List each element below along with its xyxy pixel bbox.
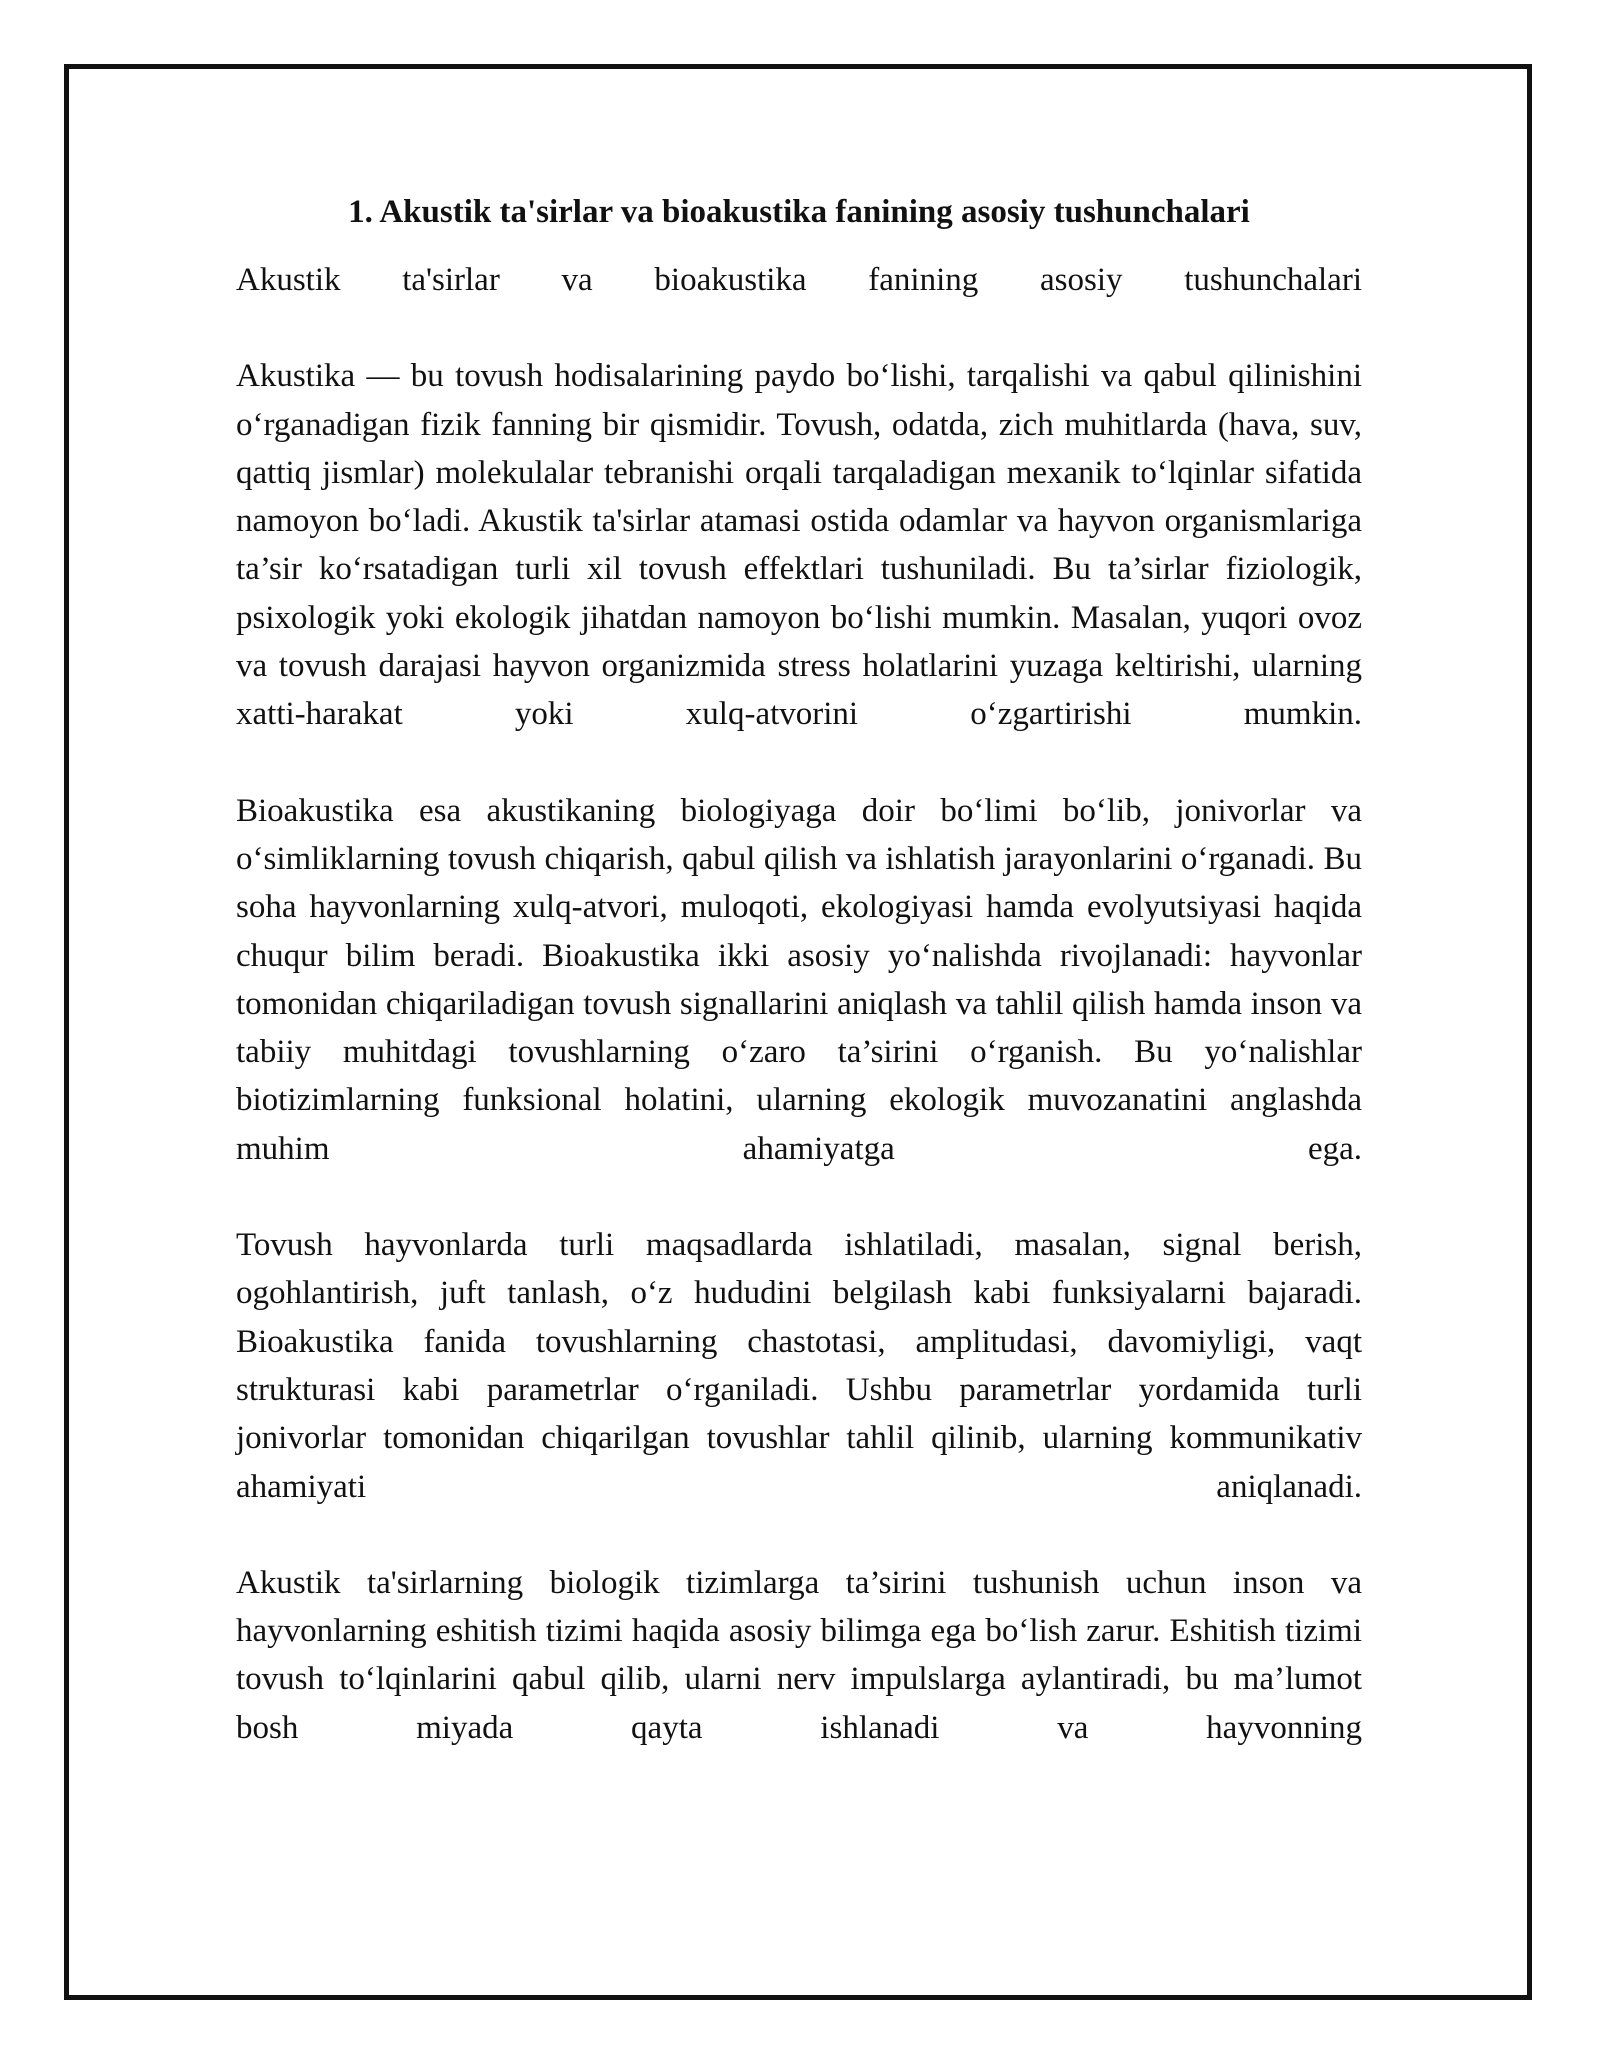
paragraph-acoustics: Akustika — bu tovush hodisalarining paydo bo‘lishi, tarqalishi va qabul qilinishini o‘rganadigan fizik fanning bir qismidir. Tovush, odatda, zich muhitlarda (hava, suv, qattiq jismlar) molekulalar tebranishi orqali tarqaladigan mexanik to‘lqinlar sifatida namoyon bo‘ladi. Akustik ta'sirlar atamasi ostida odamlar va hayvon organismlariga ta’sir ko‘rsatadigan turli xil tovush effektlari tushuniladi. Bu ta’sirlar fiziologik, psixologik yoki ekologik jihatdan namoyon bo‘lishi mumkin. Masalan, yuqori ovoz va tovush darajasi hayvon organizmida stress holatlarini yuzaga keltirishi, ularning xatti-harakat yoki xulq-atvorini o‘zgartirishi mumkin. [236, 358, 1362, 733]
paragraph-hearing-system: Akustik ta'sirlarning biologik tizimlarga ta’sirini tushunish uchun inson va hayvonlarning eshitish tizimi haqida asosiy bilimga ega bo‘lish zarur. Eshitish tizimi tovush to‘lqinlarini qabul qilib, ularni nerv impulslarga aylantiradi, bu ma’lumot bosh miyada qayta ishlanadi va hayvonning [236, 1564, 1362, 1746]
section-subtitle: Akustik ta'sirlar va bioakustika fanining asosiy tushunchalari [236, 262, 1362, 298]
document-body [236, 180, 1362, 1800]
paragraph-bioacoustics: Bioakustika esa akustikaning biologiyaga doir bo‘limi bo‘lib, jonivorlar va o‘simliklarning tovush chiqarish, qabul qilish va ishlatish jarayonlarini o‘rganadi. Bu soha hayvonlarning xulq-atvori, muloqoti, ekologiyasi hamda evolyutsiyasi haqida chuqur bilim beradi. Bioakustika ikki asosiy yo‘nalishda rivojlanadi: hayvonlar tomonidan chiqariladigan tovush signallarini aniqlash va tahlil qilish hamda inson va tabiiy muhitdagi tovushlarning o‘zaro ta’sirini o‘rganish. Bu yo‘nalishlar biotizimlarning funksional holatini, ularning ekologik muvozanatini anglashda muhim ahamiyatga ega. [236, 792, 1362, 1167]
paragraph-sound-functions: Tovush hayvonlarda turli maqsadlarda ishlatiladi, masalan, signal berish, ogohlantirish, juft tanlash, o‘z hududini belgilash kabi funksiyalarni bajaradi. Bioakustika fanida tovushlarning chastotasi, amplitudasi, davomiyligi, vaqt strukturasi kabi parametrlar o‘rganiladi. Ushbu parametrlar yordamida turli jonivorlar tomonidan chiqarilgan tovushlar tahlil qilinib, ularning kommunikativ ahamiyati aniqlanadi. [236, 1227, 1362, 1505]
document-title: 1. Akustik ta'sirlar va bioakustika fanining asosiy tushunchalari [348, 194, 1250, 230]
